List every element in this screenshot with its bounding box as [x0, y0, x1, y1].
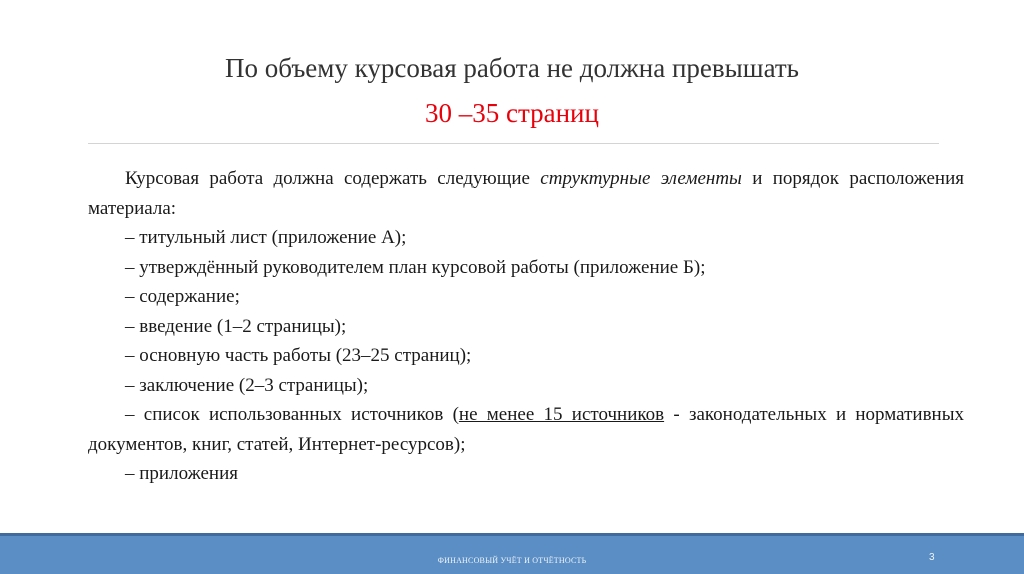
list-item: – заключение (2–3 страницы); — [125, 374, 369, 396]
sources-underlined: не менее 15 источников — [458, 404, 665, 425]
intro-text-1: Курсовая работа должна содержать следующие — [125, 168, 541, 189]
sources-text-2: - законодательных и нормативных документов, книг, статей, Интернет-ресурсов); — [88, 404, 964, 455]
footer-bar — [0, 533, 1024, 574]
list-item-sources — [88, 400, 964, 459]
slide-subtitle: 30 –35 страниц — [425, 98, 599, 128]
list-item: – утверждённый руководителем план курсовой работы (приложение Б); — [125, 256, 706, 278]
list-item: – титульный лист (приложение А); — [125, 227, 407, 248]
intro-paragraph — [88, 164, 964, 223]
page-number: 3 — [929, 552, 935, 563]
intro-text-2: и порядок расположения материала: — [88, 168, 964, 219]
intro-emphasis: структурные элементы — [540, 168, 742, 189]
title-divider — [88, 143, 939, 144]
list-item: – приложения — [125, 463, 238, 484]
list-item: – введение (1–2 страницы); — [125, 315, 347, 337]
slide-body — [88, 164, 964, 489]
sources-text-1: – список использованных источников ( — [125, 404, 459, 425]
list-item: – содержание; — [125, 286, 240, 307]
footer-text: ФИНАНСОВЫЙ УЧЁТ И ОТЧЁТНОСТЬ — [437, 556, 587, 565]
slide-title: По объему курсовая работа не должна превышать — [225, 53, 799, 83]
list-item: – основную часть работы (23–25 страниц); — [125, 345, 472, 366]
